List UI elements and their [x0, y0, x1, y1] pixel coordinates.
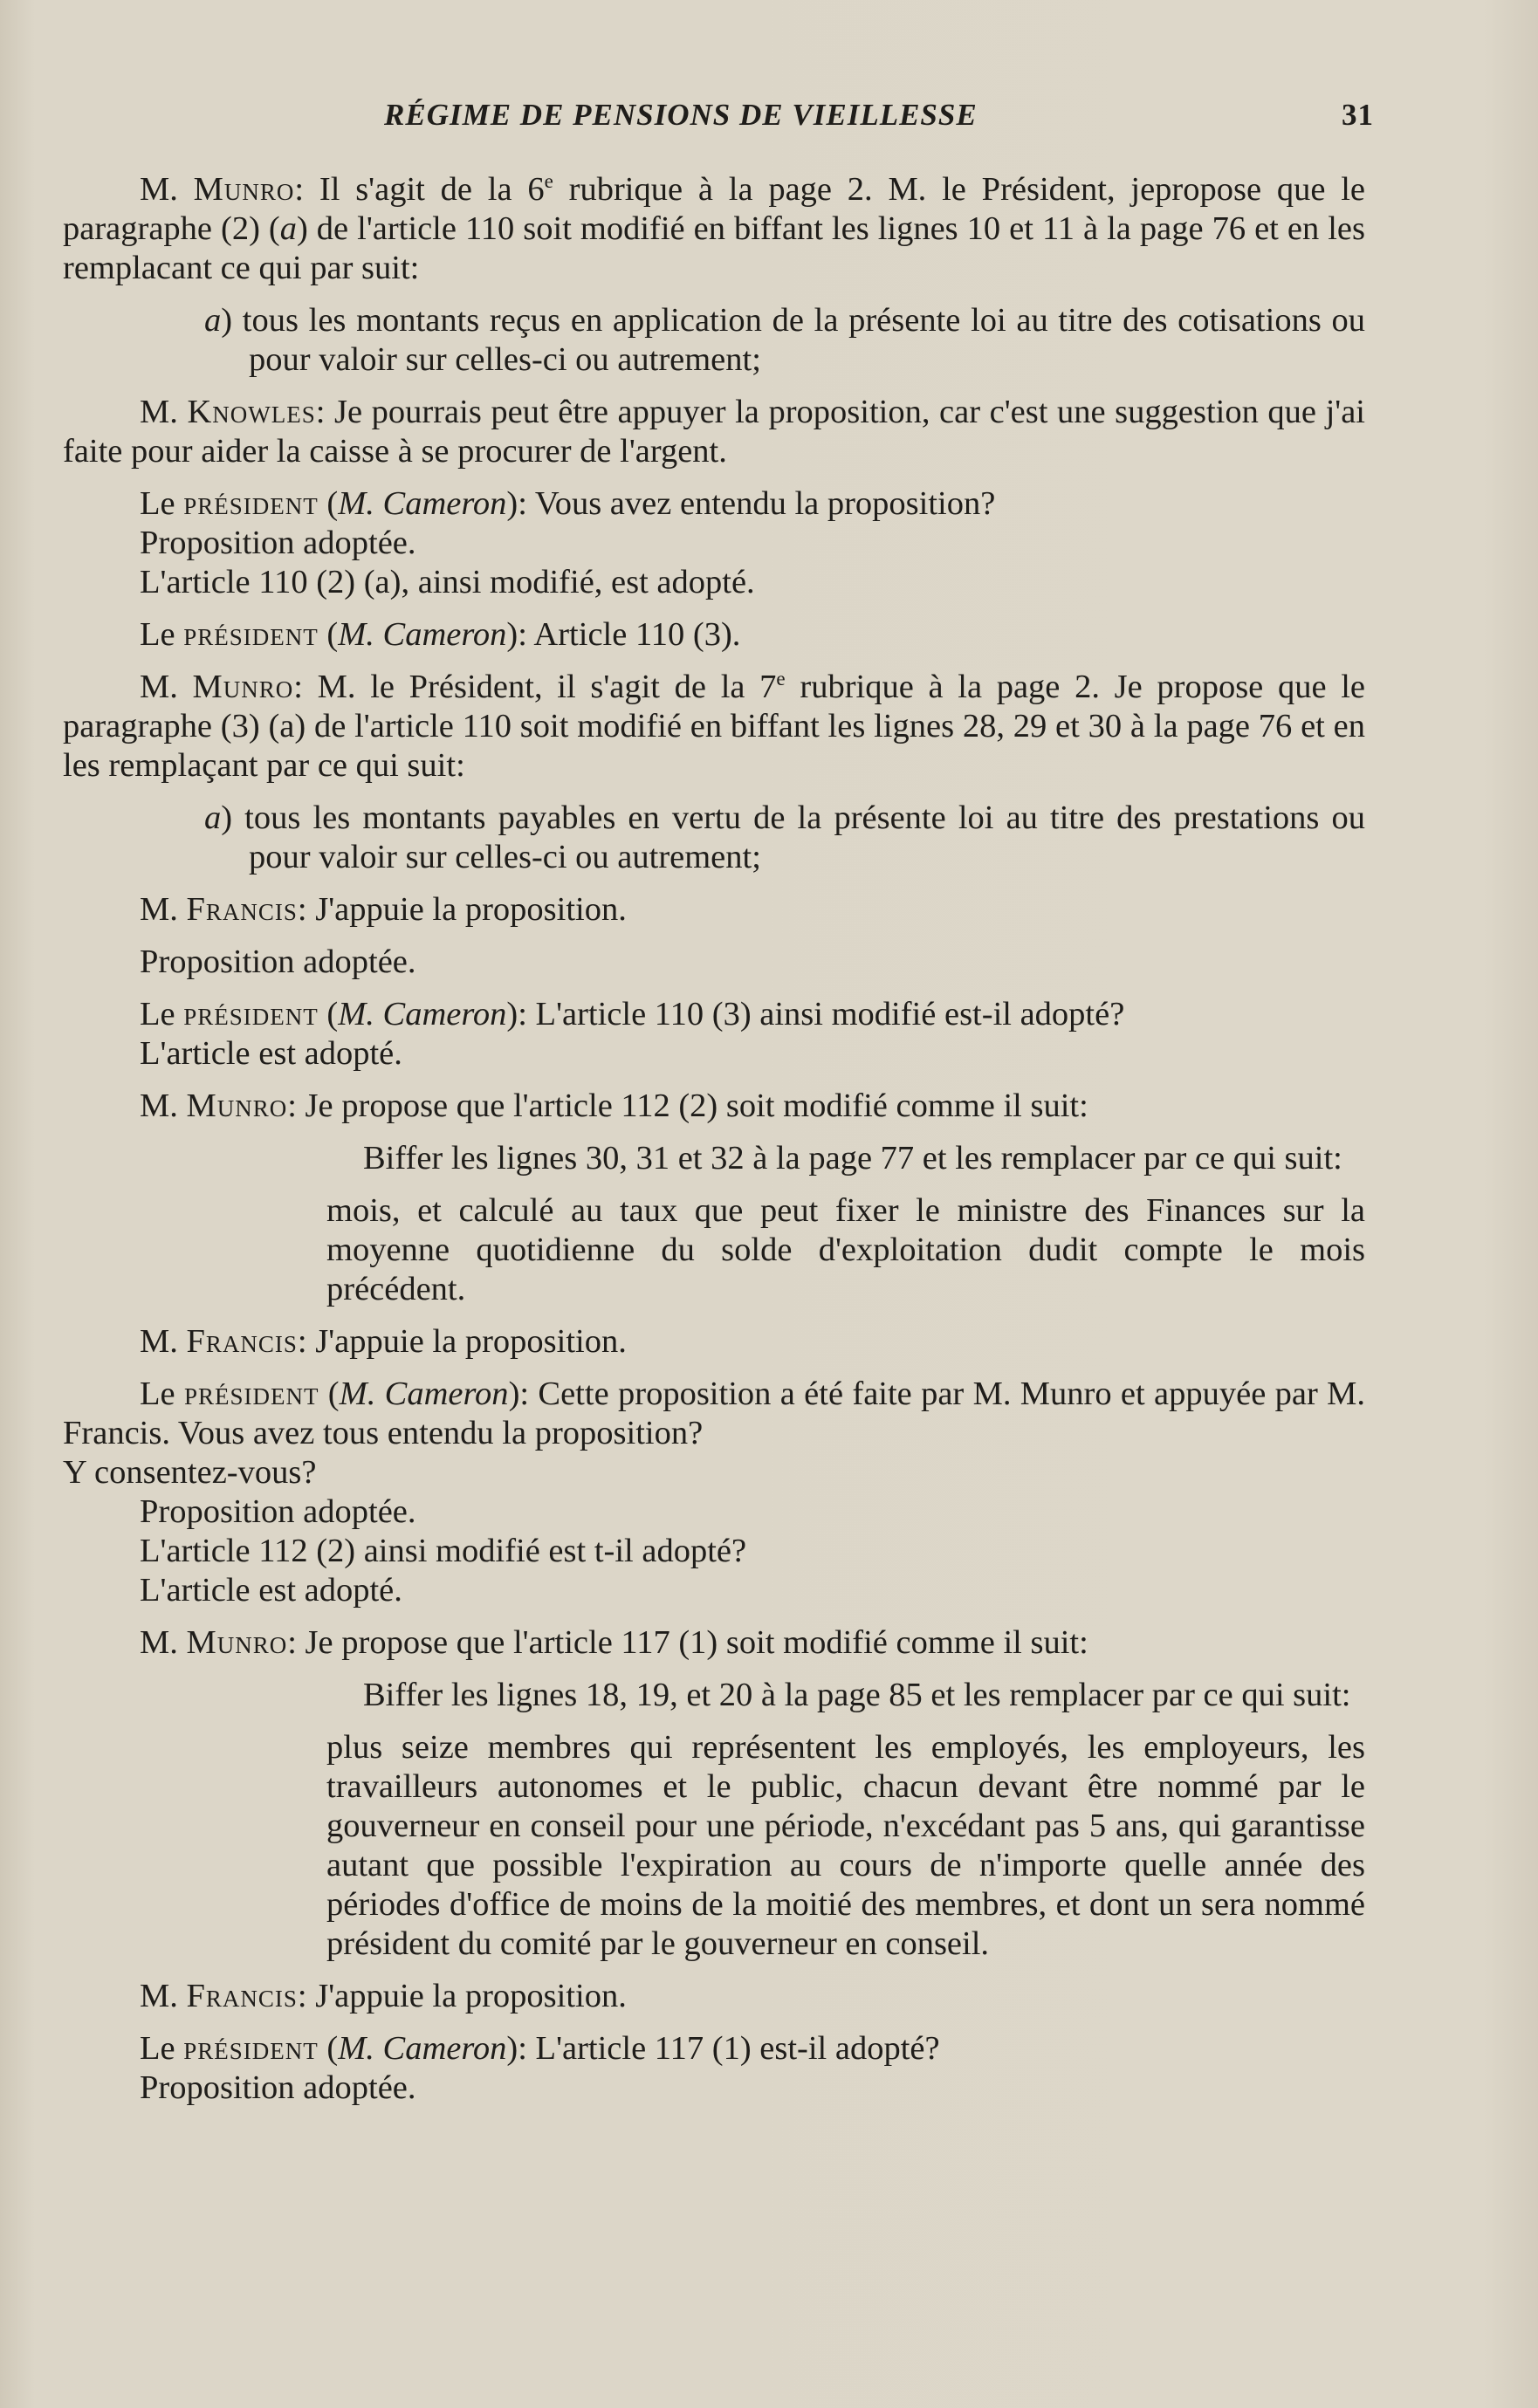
speech-munro-2: M. Munro: M. le Président, il s'agit de la 7e rubrique à la page 2. Je propose que le paragraphe (3) (a) de l'article 110 soit modifié en biffant les lignes 28, 29 et 30 à la page 76 et en les remplaçant par ce qui suit:: [63, 667, 1366, 784]
page-body: [63, 170, 1365, 2108]
page-number: 31: [1342, 98, 1374, 132]
clause-result: L'article est adopté.: [140, 1572, 402, 1609]
speech-president-3: Le président (M. Cameron): L'article 110 (3) ainsi modifié est-il adopté?: [140, 996, 1125, 1032]
speaker-name: Francis: [186, 1323, 298, 1360]
speech-munro-3: M. Munro: Je propose que l'article 112 (2) soit modifié comme il suit:: [140, 1087, 1088, 1124]
question: Y consentez-vous?: [63, 1454, 317, 1491]
motion-result: Proposition adoptée.: [140, 943, 416, 980]
speech-munro-4: M. Munro: Je propose que l'article 117 (1) soit modifié comme il suit:: [140, 1624, 1088, 1661]
motion-result: Proposition adoptée.: [140, 525, 416, 561]
instruction-117: Biffer les lignes 18, 19, et 20 à la page 85 et les remplacer par ce qui suit:: [363, 1677, 1351, 1713]
speaker-name: président: [183, 2030, 319, 2067]
question: L'article 112 (2) ainsi modifié est t-il adopté?: [140, 1533, 747, 1569]
speech-president-5: Le président (M. Cameron): L'article 117 (1) est-il adopté?: [140, 2030, 940, 2067]
replacement-text-112: mois, et calculé au taux que peut fixer le ministre des Finances sur la moyenne quotidienne du solde d'exploitation dudit compte le mois précédent.: [326, 1192, 1365, 1307]
speech-president-1: Le président (M. Cameron): Vous avez entendu la proposition?: [140, 485, 996, 522]
speaker-name: Munro: [186, 1087, 288, 1124]
amendment-item-a-1: a) tous les montants reçus en application de la présente loi au titre des cotisations ou pour valoir sur celles-ci ou autrement;: [204, 302, 1365, 378]
speech-president-4: Le président (M. Cameron): Cette proposition a été faite par M. Munro et appuyée par M. Francis. Vous avez tous entendu la proposition?: [63, 1376, 1366, 1451]
clause-result: L'article est adopté.: [140, 1035, 402, 1072]
speaker-name: Francis: [186, 1978, 298, 2014]
speaker-name: président: [183, 996, 319, 1032]
speaker-name: Munro: [193, 171, 295, 208]
speech-president-2: Le président (M. Cameron): Article 110 (3).: [140, 616, 741, 653]
motion-result: Proposition adoptée.: [140, 2069, 416, 2106]
speech-francis-3: M. Francis: J'appuie la proposition.: [140, 1978, 627, 2014]
speaker-name: président: [183, 1376, 319, 1412]
speech-francis-2: M. Francis: J'appuie la proposition.: [140, 1323, 627, 1360]
instruction-112: Biffer les lignes 30, 31 et 32 à la page 77 et les remplacer par ce qui suit:: [363, 1140, 1342, 1177]
speech-francis-1: M. Francis: J'appuie la proposition.: [140, 891, 627, 928]
speaker-name: Munro: [192, 669, 294, 705]
running-title: RÉGIME DE PENSIONS DE VIEILLESSE: [384, 98, 978, 132]
speaker-name: président: [183, 616, 319, 653]
speaker-name: Francis: [186, 891, 298, 928]
speech-knowles: M. Knowles: Je pourrais peut être appuyer la proposition, car c'est une suggestion que j'ai faite pour aider la caisse à se procurer de l'argent.: [63, 394, 1365, 470]
amendment-item-a-2: a) tous les montants payables en vertu de la présente loi au titre des prestations ou pour valoir sur celles-ci ou autrement;: [204, 799, 1365, 875]
speaker-name: Munro: [186, 1624, 288, 1661]
replacement-text-117: plus seize membres qui représentent les employés, les employeurs, les travailleurs autonomes et le public, chacun devant être nommé par le gouverneur en conseil pour une période, n'excédant pas 5 ans, qui garantisse autant que possible l'expiration au cours de n'importe quelle année des périodes d'office de moins de la moitié des membres, et dont un sera nommé président du comité par le gouverneur en conseil.: [326, 1729, 1365, 1962]
speaker-name: Knowles: [187, 394, 316, 430]
speech-munro-1: M. Munro: Il s'agit de la 6e rubrique à la page 2. M. le Président, jepropose que le paragraphe (2) (a) de l'article 110 soit modifié en biffant les lignes 10 et 11 à la page 76 et en les remplacant ce qui par suit:: [63, 169, 1365, 286]
clause-result: L'article 110 (2) (a), ainsi modifié, est adopté.: [140, 564, 755, 600]
motion-result: Proposition adoptée.: [140, 1493, 416, 1530]
speaker-name: président: [183, 485, 319, 522]
